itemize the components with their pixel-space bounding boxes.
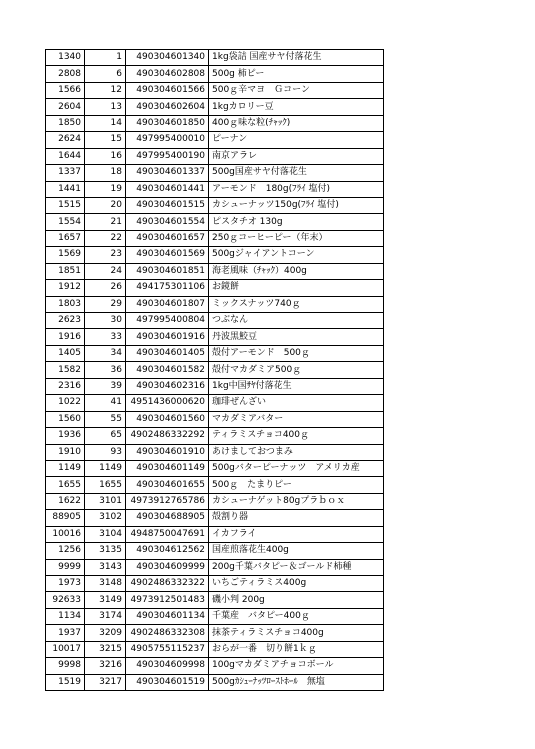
cell-code: 10016	[46, 526, 85, 542]
cell-product-name: イカフライ	[209, 526, 384, 542]
cell-number: 3217	[85, 674, 126, 690]
cell-product-name: 500gバターピーナッツ アメリカ産	[209, 460, 384, 476]
cell-code: 1973	[46, 576, 85, 592]
table-row	[46, 132, 384, 148]
cell-product-name: 400ｇ味な粒(ﾁｬｯｸ)	[209, 115, 384, 131]
table-row	[46, 559, 384, 575]
table-row	[46, 674, 384, 690]
cell-code: 92633	[46, 592, 85, 608]
cell-number: 3104	[85, 526, 126, 542]
cell-product-name: 200g千葉バタピー＆ゴールド柿種	[209, 559, 384, 575]
table-row	[46, 362, 384, 378]
cell-number: 3216	[85, 658, 126, 674]
cell-product-name: 1kgカロリー豆	[209, 99, 384, 115]
table-row	[46, 280, 384, 296]
cell-barcode: 490304602808	[126, 66, 209, 82]
cell-product-name: 殻割り器	[209, 510, 384, 526]
cell-code: 1803	[46, 296, 85, 312]
cell-product-name: 500gジャイアントコーン	[209, 247, 384, 263]
cell-code: 1582	[46, 362, 85, 378]
cell-barcode: 490304601134	[126, 608, 209, 624]
cell-barcode: 490304601554	[126, 214, 209, 230]
cell-code: 1850	[46, 115, 85, 131]
table-row	[46, 329, 384, 345]
cell-barcode: 490304601582	[126, 362, 209, 378]
cell-product-name: 珈琲ぜんざい	[209, 395, 384, 411]
cell-number: 29	[85, 296, 126, 312]
cell-barcode: 490304601405	[126, 345, 209, 361]
cell-barcode: 490304688905	[126, 510, 209, 526]
cell-barcode: 490304601851	[126, 263, 209, 279]
cell-number: 23	[85, 247, 126, 263]
cell-number: 16	[85, 148, 126, 164]
table-row	[46, 197, 384, 213]
cell-product-name: 南京アラレ	[209, 148, 384, 164]
cell-number: 15	[85, 132, 126, 148]
table-row	[46, 658, 384, 674]
table-row	[46, 395, 384, 411]
cell-number: 19	[85, 181, 126, 197]
cell-number: 30	[85, 313, 126, 329]
cell-number: 3209	[85, 625, 126, 641]
cell-code: 1655	[46, 477, 85, 493]
cell-product-name: 丹波黒鮫豆	[209, 329, 384, 345]
table-row	[46, 99, 384, 115]
cell-number: 14	[85, 115, 126, 131]
cell-product-name: 500g国産サヤ付落花生	[209, 165, 384, 181]
cell-code: 1566	[46, 82, 85, 98]
cell-barcode: 497995400804	[126, 313, 209, 329]
cell-product-name: 国産煎落花生400g	[209, 543, 384, 559]
cell-barcode: 4948750047691	[126, 526, 209, 542]
cell-barcode: 490304601441	[126, 181, 209, 197]
cell-code: 1519	[46, 674, 85, 690]
cell-code: 1340	[46, 50, 85, 66]
table-row	[46, 428, 384, 444]
cell-code: 10017	[46, 641, 85, 657]
cell-barcode: 4902486332308	[126, 625, 209, 641]
cell-number: 39	[85, 378, 126, 394]
product-table	[45, 49, 384, 691]
cell-barcode: 4951436000620	[126, 395, 209, 411]
cell-code: 2624	[46, 132, 85, 148]
cell-number: 1	[85, 50, 126, 66]
cell-number: 3174	[85, 608, 126, 624]
cell-barcode: 4973912501483	[126, 592, 209, 608]
table-row	[46, 313, 384, 329]
cell-number: 21	[85, 214, 126, 230]
table-row	[46, 345, 384, 361]
cell-barcode: 490304601560	[126, 411, 209, 427]
cell-number: 93	[85, 444, 126, 460]
cell-number: 3143	[85, 559, 126, 575]
cell-number: 13	[85, 99, 126, 115]
table-row	[46, 543, 384, 559]
cell-product-name: ピーナン	[209, 132, 384, 148]
cell-code: 1569	[46, 247, 85, 263]
cell-number: 55	[85, 411, 126, 427]
table-row	[46, 165, 384, 181]
table-row	[46, 148, 384, 164]
cell-number: 12	[85, 82, 126, 98]
cell-code: 1910	[46, 444, 85, 460]
cell-barcode: 497995400010	[126, 132, 209, 148]
cell-barcode: 4902486332292	[126, 428, 209, 444]
cell-code: 2808	[46, 66, 85, 82]
cell-code: 1554	[46, 214, 85, 230]
cell-code: 1916	[46, 329, 85, 345]
cell-product-name: ミックスナッツ740ｇ	[209, 296, 384, 312]
cell-code: 1851	[46, 263, 85, 279]
cell-number: 24	[85, 263, 126, 279]
cell-barcode: 490304601807	[126, 296, 209, 312]
table-row	[46, 247, 384, 263]
cell-barcode: 490304601850	[126, 115, 209, 131]
table-row	[46, 214, 384, 230]
cell-code: 1644	[46, 148, 85, 164]
cell-code: 2623	[46, 313, 85, 329]
table-row	[46, 181, 384, 197]
table-row	[46, 82, 384, 98]
cell-number: 6	[85, 66, 126, 82]
cell-barcode: 490304609998	[126, 658, 209, 674]
cell-product-name: つぶなん	[209, 313, 384, 329]
cell-code: 1256	[46, 543, 85, 559]
cell-product-name: アーモンド 180g(ﾌﾗｲ 塩付)	[209, 181, 384, 197]
table-row	[46, 460, 384, 476]
cell-code: 1936	[46, 428, 85, 444]
cell-number: 41	[85, 395, 126, 411]
cell-barcode: 490304601910	[126, 444, 209, 460]
cell-number: 26	[85, 280, 126, 296]
cell-barcode: 490304601515	[126, 197, 209, 213]
cell-barcode: 490304609999	[126, 559, 209, 575]
table-row	[46, 411, 384, 427]
table-row	[46, 477, 384, 493]
table-row	[46, 66, 384, 82]
cell-number: 18	[85, 165, 126, 181]
cell-product-name: カシューナゲット80gプラｂｏｘ	[209, 493, 384, 509]
table-row	[46, 296, 384, 312]
cell-number: 3215	[85, 641, 126, 657]
cell-product-name: 500g 柿ピー	[209, 66, 384, 82]
table-row	[46, 608, 384, 624]
cell-code: 1441	[46, 181, 85, 197]
cell-code: 1337	[46, 165, 85, 181]
cell-product-name: お鏡餅	[209, 280, 384, 296]
cell-product-name: 海老風味（ﾁｬｯｸ）400g	[209, 263, 384, 279]
cell-product-name: 250ｇコーヒーピー（年末）	[209, 230, 384, 246]
cell-barcode: 490304601569	[126, 247, 209, 263]
cell-number: 65	[85, 428, 126, 444]
cell-product-name: 磯小判 200g	[209, 592, 384, 608]
cell-barcode: 494175301106	[126, 280, 209, 296]
table-row	[46, 641, 384, 657]
cell-number: 34	[85, 345, 126, 361]
table-row	[46, 444, 384, 460]
cell-barcode: 490304601519	[126, 674, 209, 690]
cell-code: 1134	[46, 608, 85, 624]
table-row	[46, 526, 384, 542]
cell-barcode: 497995400190	[126, 148, 209, 164]
cell-number: 3149	[85, 592, 126, 608]
cell-product-name: ピスタチオ 130g	[209, 214, 384, 230]
cell-number: 3102	[85, 510, 126, 526]
table-row	[46, 378, 384, 394]
cell-product-name: 千葉産 バタピー400ｇ	[209, 608, 384, 624]
table-row	[46, 625, 384, 641]
cell-barcode: 490304612562	[126, 543, 209, 559]
cell-product-name: 1kg袋詰 国産サヤ付落花生	[209, 50, 384, 66]
cell-product-name: ティラミスチョコ400ｇ	[209, 428, 384, 444]
cell-product-name: 500gｶｼｭｰﾅｯﾂﾛｰｽﾄﾎｰﾙ 無塩	[209, 674, 384, 690]
cell-code: 1022	[46, 395, 85, 411]
cell-code: 2316	[46, 378, 85, 394]
table-row	[46, 576, 384, 592]
cell-product-name: 抹茶ティラミスチョコ400g	[209, 625, 384, 641]
cell-barcode: 4902486332322	[126, 576, 209, 592]
cell-code: 1405	[46, 345, 85, 361]
cell-code: 1937	[46, 625, 85, 641]
cell-product-name: カシューナッツ150g(ﾌﾗｲ 塩付)	[209, 197, 384, 213]
cell-product-name: 100gマカダミアチョコボール	[209, 658, 384, 674]
cell-barcode: 490304602316	[126, 378, 209, 394]
cell-number: 3101	[85, 493, 126, 509]
cell-number: 22	[85, 230, 126, 246]
cell-barcode: 490304601337	[126, 165, 209, 181]
table-row	[46, 230, 384, 246]
cell-code: 1515	[46, 197, 85, 213]
cell-code: 1622	[46, 493, 85, 509]
cell-barcode: 4973912765786	[126, 493, 209, 509]
table-row	[46, 493, 384, 509]
cell-product-name: 500ｇ たまりピー	[209, 477, 384, 493]
table-row	[46, 510, 384, 526]
cell-product-name: おらが一番 切り餅1ｋｇ	[209, 641, 384, 657]
cell-barcode: 490304602604	[126, 99, 209, 115]
cell-product-name: 1kg中国ｻﾔ付落花生	[209, 378, 384, 394]
cell-number: 3135	[85, 543, 126, 559]
table-row	[46, 263, 384, 279]
cell-barcode: 490304601657	[126, 230, 209, 246]
cell-code: 1149	[46, 460, 85, 476]
cell-number: 36	[85, 362, 126, 378]
table-body	[46, 50, 384, 691]
cell-product-name: マカダミアバター	[209, 411, 384, 427]
cell-barcode: 4905755115237	[126, 641, 209, 657]
cell-code: 9998	[46, 658, 85, 674]
cell-barcode: 490304601149	[126, 460, 209, 476]
table-row	[46, 115, 384, 131]
cell-code: 9999	[46, 559, 85, 575]
cell-code: 1560	[46, 411, 85, 427]
cell-product-name: あけましておつまみ	[209, 444, 384, 460]
cell-number: 33	[85, 329, 126, 345]
cell-number: 1655	[85, 477, 126, 493]
cell-barcode: 490304601655	[126, 477, 209, 493]
cell-code: 1912	[46, 280, 85, 296]
cell-product-name: いちごティラミス400g	[209, 576, 384, 592]
cell-code: 88905	[46, 510, 85, 526]
cell-barcode: 490304601566	[126, 82, 209, 98]
cell-number: 20	[85, 197, 126, 213]
cell-product-name: 殻付アーモンド 500ｇ	[209, 345, 384, 361]
cell-code: 1657	[46, 230, 85, 246]
table-row	[46, 592, 384, 608]
cell-barcode: 490304601340	[126, 50, 209, 66]
cell-product-name: 殻付マカダミア500ｇ	[209, 362, 384, 378]
cell-product-name: 500ｇ辛マヨ Ｇコーン	[209, 82, 384, 98]
table-row	[46, 50, 384, 66]
cell-number: 3148	[85, 576, 126, 592]
cell-barcode: 490304601916	[126, 329, 209, 345]
cell-number: 1149	[85, 460, 126, 476]
cell-code: 2604	[46, 99, 85, 115]
